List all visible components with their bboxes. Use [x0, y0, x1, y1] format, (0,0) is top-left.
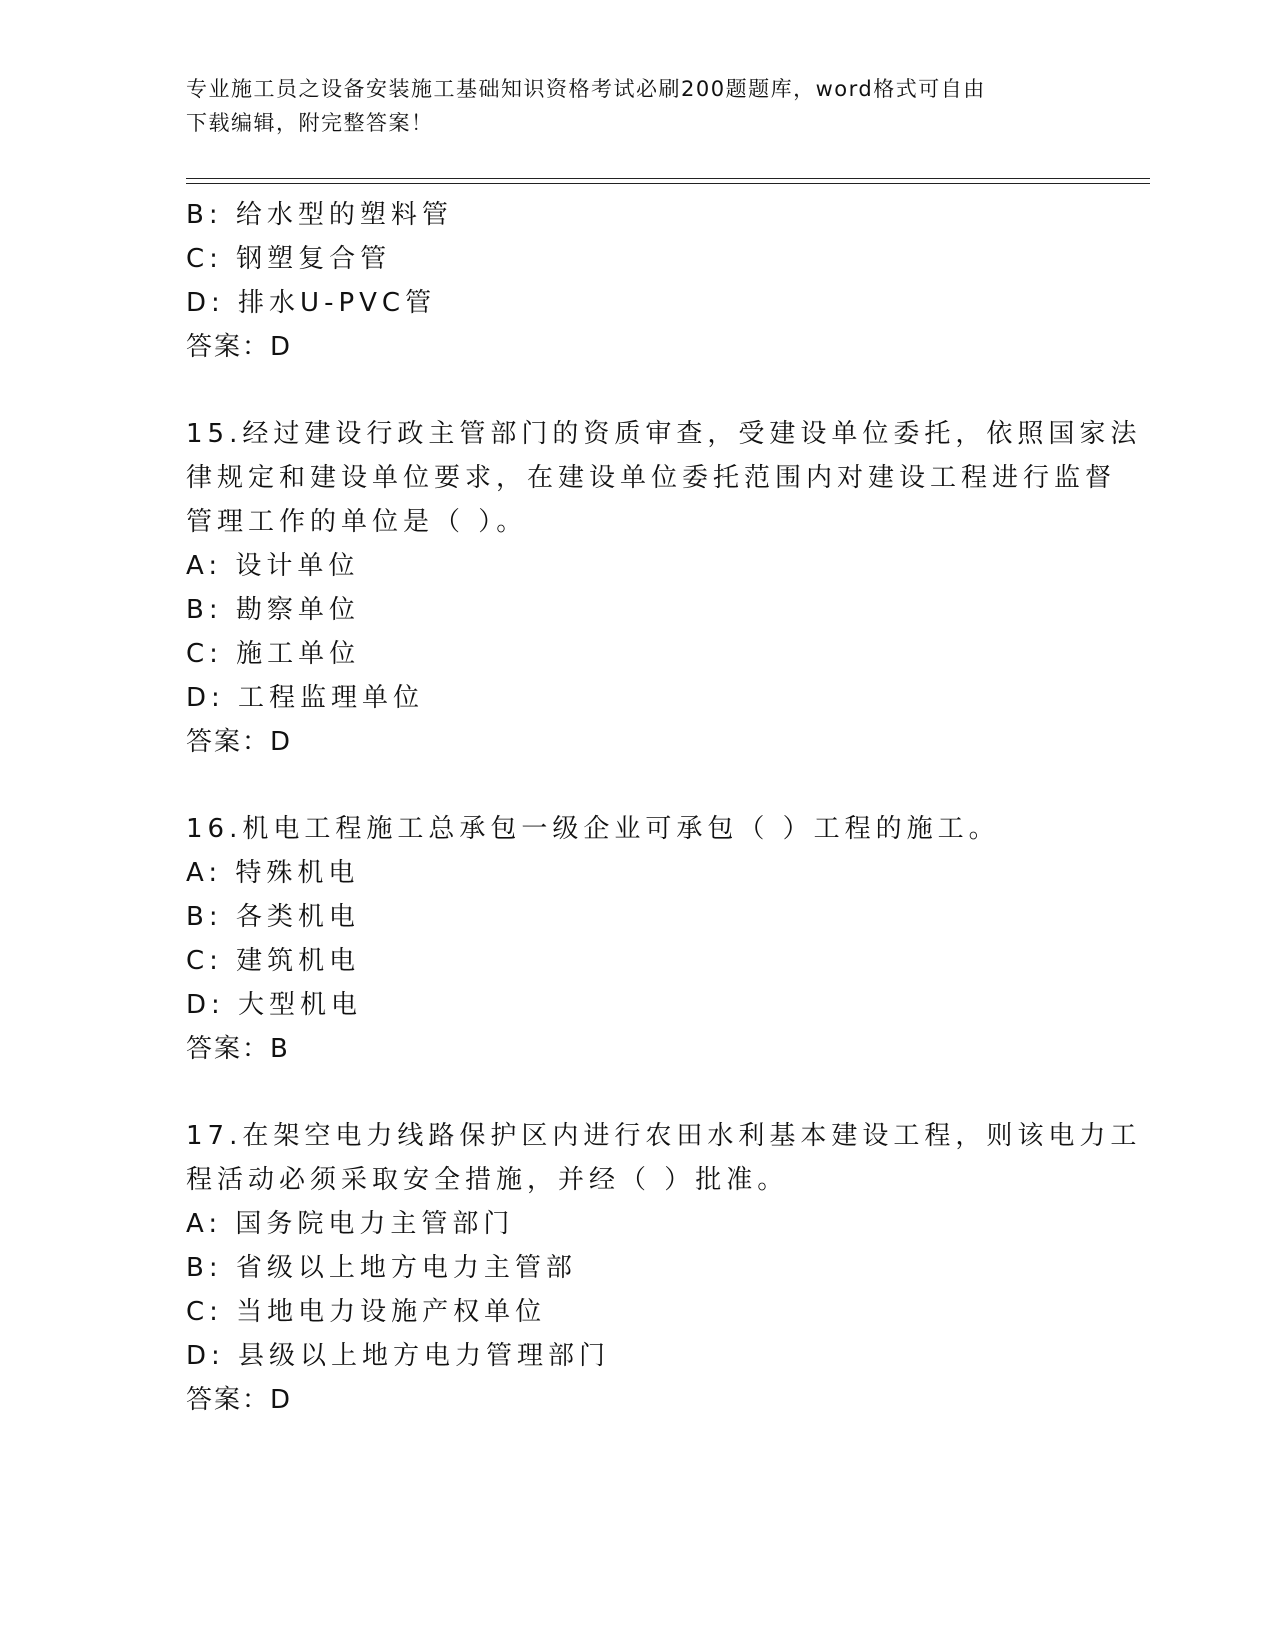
q16-option-b: B: 各类机电 — [186, 902, 360, 932]
q14-option-b: B: 给水型的塑料管 — [186, 200, 453, 230]
q16-option-c: C: 建筑机电 — [186, 946, 361, 976]
header-line-1: 专业施工员之设备安装施工基础知识资格考试必刷200题题库，word格式可自由 — [186, 77, 986, 101]
q15-stem-line-1: 15.经过建设行政主管部门的资质审查，受建设单位委托，依照国家法 — [186, 419, 1142, 449]
q17-option-c: C: 当地电力设施产权单位 — [186, 1297, 547, 1327]
q17-stem-line-2: 程活动必须采取安全措施，并经（ ）批准。 — [186, 1165, 789, 1195]
q14-option-c: C: 钢塑复合管 — [186, 244, 392, 274]
q17-option-d: D: 县级以上地方电力管理部门 — [186, 1341, 611, 1371]
q17-option-a: A: 国务院电力主管部门 — [186, 1209, 515, 1239]
q17-option-b: B: 省级以上地方电力主管部 — [186, 1253, 577, 1283]
q14-option-d: D: 排水U-PVC管 — [186, 288, 437, 318]
q15-stem-line-3: 管理工作的单位是（ ）。 — [186, 507, 528, 537]
q15-stem-line-2: 律规定和建设单位要求，在建设单位委托范围内对建设工程进行监督 — [186, 463, 1117, 493]
q16-option-d: D: 大型机电 — [186, 990, 363, 1020]
document-header — [186, 72, 1066, 140]
q17-stem-line-1: 17.在架空电力线路保护区内进行农田水利基本建设工程，则该电力工 — [186, 1121, 1142, 1151]
q17-answer: 答案：D — [186, 1385, 293, 1415]
q16-stem-line-1: 16.机电工程施工总承包一级企业可承包（ ）工程的施工。 — [186, 814, 1000, 844]
q16-option-a: A: 特殊机电 — [186, 858, 360, 888]
q15-option-c: C: 施工单位 — [186, 639, 361, 669]
header-divider-bottom — [186, 183, 1150, 184]
q15-answer: 答案：D — [186, 727, 293, 757]
q15-option-b: B: 勘察单位 — [186, 595, 360, 625]
q16-answer: 答案：B — [186, 1034, 290, 1064]
q14-answer: 答案：D — [186, 332, 293, 362]
q15-option-d: D: 工程监理单位 — [186, 683, 425, 713]
header-divider-top — [186, 178, 1150, 179]
q15-option-a: A: 设计单位 — [186, 551, 360, 581]
header-line-2: 下载编辑，附完整答案！ — [186, 111, 434, 135]
